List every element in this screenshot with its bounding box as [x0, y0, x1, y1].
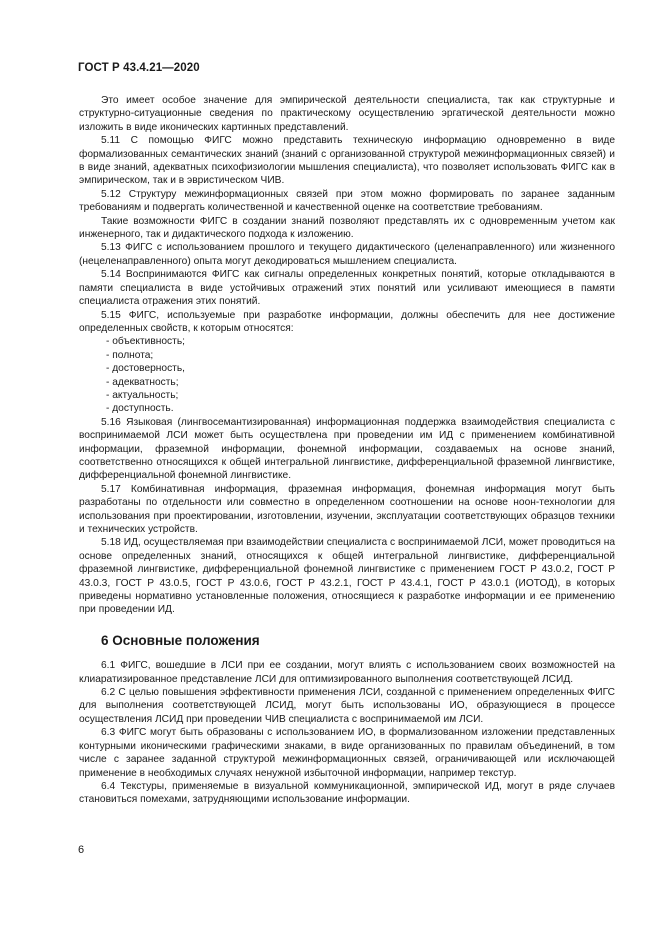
paragraph-5-13: 5.13 ФИГС с использованием прошлого и текущего дидактического (целенаправленного) или жизненного (нецеленаправленного) опыта могут декодироваться мышлением специалиста.: [79, 242, 615, 267]
paragraph-6-1: 6.1 ФИГС, вошедшие в ЛСИ при ее создании, могут влиять с использованием своих возможностей на клиаратизированное представление ЛСИ для оптимизированного выполнения соответствующей ЛСИД.: [79, 660, 615, 685]
paragraph-5-17: 5.17 Комбинативная информация, фраземная информация, фонемная информация могут быть разработаны по отдельности или совместно в определенном соотношении на основе ноон-технологии для использования при проектировании, изготовлении, изучении, эксплуатации соответствующих образцов техники и технических устройств.: [79, 483, 615, 535]
paragraph-6-3: 6.3 ФИГС могут быть образованы с использованием ИО, в формализованном изложении представленных контурными иконическими графическими знаками, в виде организованных по правилам объединений, в том числе с заранее заданной структурой межинформационных связей, ограничивающей или исключающей применение в необходимых случаях ненужной избыточной информации, например текстур.: [79, 727, 615, 779]
paragraph: Такие возможности ФИГС в создании знаний позволяют представлять их с одновременным учетом как инженерного, так и дидактического подхода к изложению.: [79, 215, 615, 241]
paragraph-6-2: 6.2 С целью повышения эффективности применения ЛСИ, созданной с применением определенных ФИГС для выполнения соответствующей ЛСИД, могут быть использованы ИО, образующиеся в процессе осуществления ЛСИД при проведении ЧИВ специалиста с воспринимаемой им ЛСИ.: [79, 687, 615, 725]
list-item: - достоверность,: [106, 362, 615, 375]
list-item: - адекватность;: [106, 376, 615, 389]
paragraph-5-11: 5.11 С помощью ФИГС можно представить техническую информацию одновременно в виде формализованных семантических знаний (знаний с организованной структурой межинформационных связей) и в виде знаний, адекватных психофизиологии мышления специалиста), что позволяет использовать ФИГС как в эмпирическом, так и в эвристическом ЧИВ.: [79, 135, 615, 187]
list-item: - актуальность;: [106, 389, 615, 402]
paragraph-5-15: 5.15 ФИГС, используемые при разработке информации, должны обеспечить для нее достижение определенных свойств, к которым относятся:: [79, 309, 615, 334]
standard-header: ГОСТ Р 43.4.21—2020: [78, 62, 200, 74]
paragraph-5-18: 5.18 ИД, осуществляемая при взаимодействии специалиста с воспринимаемой ЛСИ, может проводиться на основе определенных знаний, относящихся к общей интегральной лингвистике, дифференциальной фраземной лингвистике, дифференциальной фонемной лингвистике с применением ГОСТ Р 43.0.2, ГОСТ Р 43.0.3, ГОСТ Р 43.0.5, ГОСТ Р 43.0.6, ГОСТ Р 43.2.1, ГОСТ Р 43.4.1, ГОСТ Р 43.0.1 (ИОТОД), в которых приведены нормативно установленные положения, относящиеся к разработке информации и ее применению при проведении ИД.: [79, 537, 615, 616]
paragraph-5-12: 5.12 Структуру межинформационных связей при этом можно формировать по заранее заданным требованиям и подвергать количественной и качественной оценке на соответствие требованиям.: [79, 188, 615, 214]
paragraph: Это имеет особое значение для эмпирической деятельности специалиста, так как структурные и структурно-ситуационные сведения по практическому осуществлению эргатической деятельности можно изложить в виде иконических картинных представлений.: [79, 95, 615, 133]
paragraph-5-14: 5.14 Воспринимаются ФИГС как сигналы определенных конкретных понятий, которые откладываются в памяти специалиста в виде устойчивых отражений этих понятий или усиливают имеющиеся в памяти специалиста отражения этих понятий.: [79, 269, 615, 308]
paragraph-6-4: 6.4 Текстуры, применяемые в визуальной коммуникационной, эмпирической ИД, могут в ряде случаев становиться помехами, затрудняющими использование информации.: [79, 780, 615, 806]
properties-list: [79, 335, 615, 415]
section-heading: 6 Основные положения: [101, 632, 260, 648]
list-item: - объективность;: [106, 335, 615, 348]
document-body: [79, 94, 615, 807]
page-number: 6: [78, 844, 85, 856]
list-item: - доступность.: [106, 402, 615, 415]
list-item: - полнота;: [106, 349, 615, 362]
paragraph-5-16: 5.16 Языковая (лингвосемантизированная) информационная поддержка взаимодействия специалиста с воспринимаемой ЛСИ может быть осуществлена при проведении им ИД с применением комбинативной информации, фраземной информации, фонемной информации, создаваемых на основе знаний, соответственно относящихся к общей интегральной лингвистике, дифференциальной фраземной лингвистике, дифференциальной фонемной лингвистике.: [79, 416, 615, 482]
